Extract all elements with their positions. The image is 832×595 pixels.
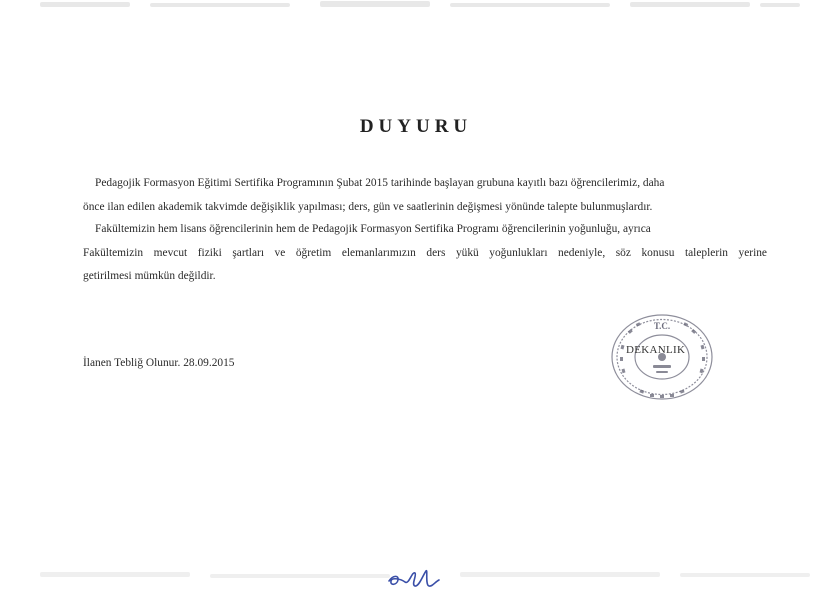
signatory-label: DEKANLIK — [626, 344, 686, 356]
stamp-top-text: T.C. — [653, 321, 671, 331]
official-stamp-icon — [606, 310, 718, 406]
handwritten-signature-icon — [385, 565, 445, 591]
paragraph-1 — [83, 172, 767, 219]
document-title: DUYURU — [359, 116, 473, 137]
paragraph-1-line-1: Pedagojik Formasyon Eğitimi Sertifika Programının Şubat 2015 tarihinde başlayan grubuna kayıtlı bazı öğrencilerimiz, daha — [95, 177, 665, 189]
paragraph-1-line-2: önce ilan edilen akademik takvimde değişiklik yapılması; ders, gün ve saatlerinin değişmesi yönünde talepte bulunmuşlardır. — [83, 200, 653, 213]
announcement-date-line: İlanen Tebliğ Olunur. 28.09.2015 — [83, 357, 235, 369]
paragraph-2-line-2: Fakültemizin mevcut fiziki şartları ve öğretim elemanlarımızın ders yükü yoğunlukları nedeniyle, söz konusu taleplerin yerine — [83, 246, 767, 259]
paragraph-2-line-3: getirilmesi mümkün değildir. — [83, 270, 216, 282]
paragraph-2 — [83, 218, 767, 289]
scan-bleed-top — [30, 0, 810, 22]
paragraph-2-line-1: Fakültemizin hem lisans öğrencilerinin hem de Pedagojik Formasyon Sertifika Programı öğrencilerinin yoğunluğu, ayrıca — [95, 223, 651, 235]
